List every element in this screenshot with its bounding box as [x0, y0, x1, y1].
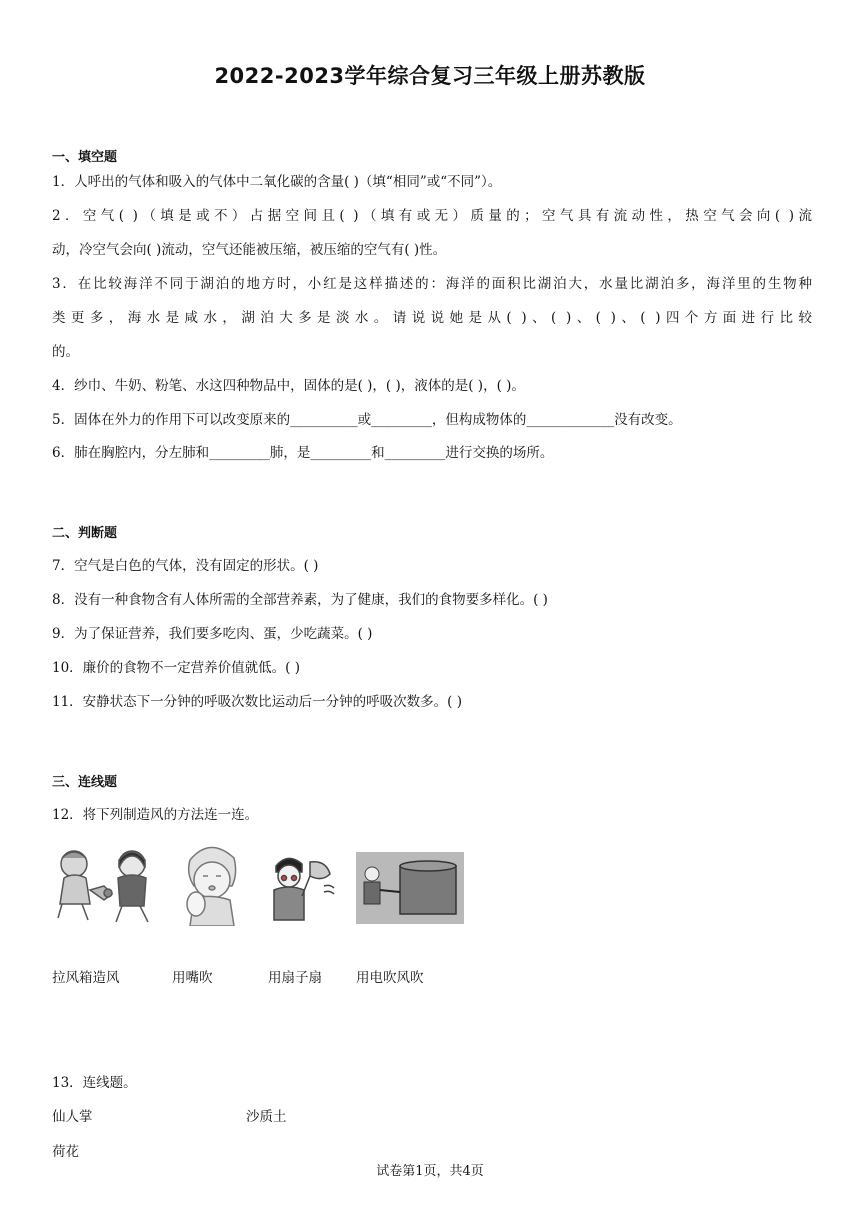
mouth-blowing-illustration [176, 840, 246, 926]
question-12: 12．将下列制造风的方法连一连。 [52, 807, 259, 823]
question-2-line-2: 动，冷空气会向( )流动，空气还能被压缩，被压缩的空气有( )性。 [52, 242, 447, 258]
question-6: 6．肺在胸腔内，分左肺和_________肺，是_________和_________进行交换的场所。 [52, 445, 554, 461]
question-8: 8．没有一种食物含有人体所需的全部营养素，为了健康，我们的食物要多样化。( ) [52, 592, 548, 608]
question-7: 7．空气是白色的气体，没有固定的形状。( ) [52, 558, 319, 574]
question-3-line-1: 3．在比较海洋不同于湖泊的地方时，小红是这样描述的：海洋的面积比湖泊大，水量比湖泊多，海洋里的生物种 [52, 276, 812, 292]
question-3-line-2: 类更多，海水是咸水，湖泊大多是淡水。请说说她是从( )、( )、( )、( )四个方面进行比较 [52, 310, 812, 326]
hair-dryer-illustration [356, 852, 464, 924]
wind-method-fan: 用扇子扇 [268, 970, 322, 986]
wind-method-mouth: 用嘴吹 [172, 970, 213, 986]
bellows-children-illustration [52, 846, 162, 926]
match-left-item: 仙人掌 [52, 1109, 93, 1125]
match-right-item: 沙质土 [246, 1109, 287, 1125]
question-9: 9．为了保证营养，我们要多吃肉、蛋，少吃蔬菜。( ) [52, 626, 373, 642]
match-left-item: 荷花 [52, 1144, 79, 1160]
question-10: 10．廉价的食物不一定营养价值就低。( ) [52, 660, 301, 676]
question-3-line-3: 的。 [52, 344, 79, 360]
page-footer: 试卷第1页，共4页 [376, 1164, 484, 1179]
section-fill-in-blank: 一、填空题 [52, 150, 118, 165]
section-true-false: 二、判断题 [52, 526, 118, 541]
exam-title: 2022-2023学年综合复习三年级上册苏教版 [214, 64, 646, 88]
question-4: 4．纱巾、牛奶、粉笔、水这四种物品中，固体的是( )，( )，液体的是( )，( )。 [52, 378, 525, 394]
fan-waving-illustration [266, 852, 338, 924]
question-11: 11．安静状态下一分钟的呼吸次数比运动后一分钟的呼吸次数多。( ) [52, 694, 463, 710]
question-13: 13．连线题。 [52, 1075, 137, 1091]
question-2-line-1: 2．空气( )（填是或不）占据空间且( )（填有或无）质量的；空气具有流动性，热空气会向( )流 [52, 208, 812, 224]
section-matching: 三、连线题 [52, 775, 118, 790]
wind-method-bellows: 拉风箱造风 [52, 970, 120, 986]
question-5: 5．固体在外力的作用下可以改变原来的__________或_________，但构成物体的_____________没有改变。 [52, 412, 682, 428]
wind-method-dryer: 用电吹风吹 [356, 970, 424, 986]
question-1: 1．人呼出的气体和吸入的气体中二氧化碳的含量( )（填“相同”或“不同”）。 [52, 174, 502, 190]
